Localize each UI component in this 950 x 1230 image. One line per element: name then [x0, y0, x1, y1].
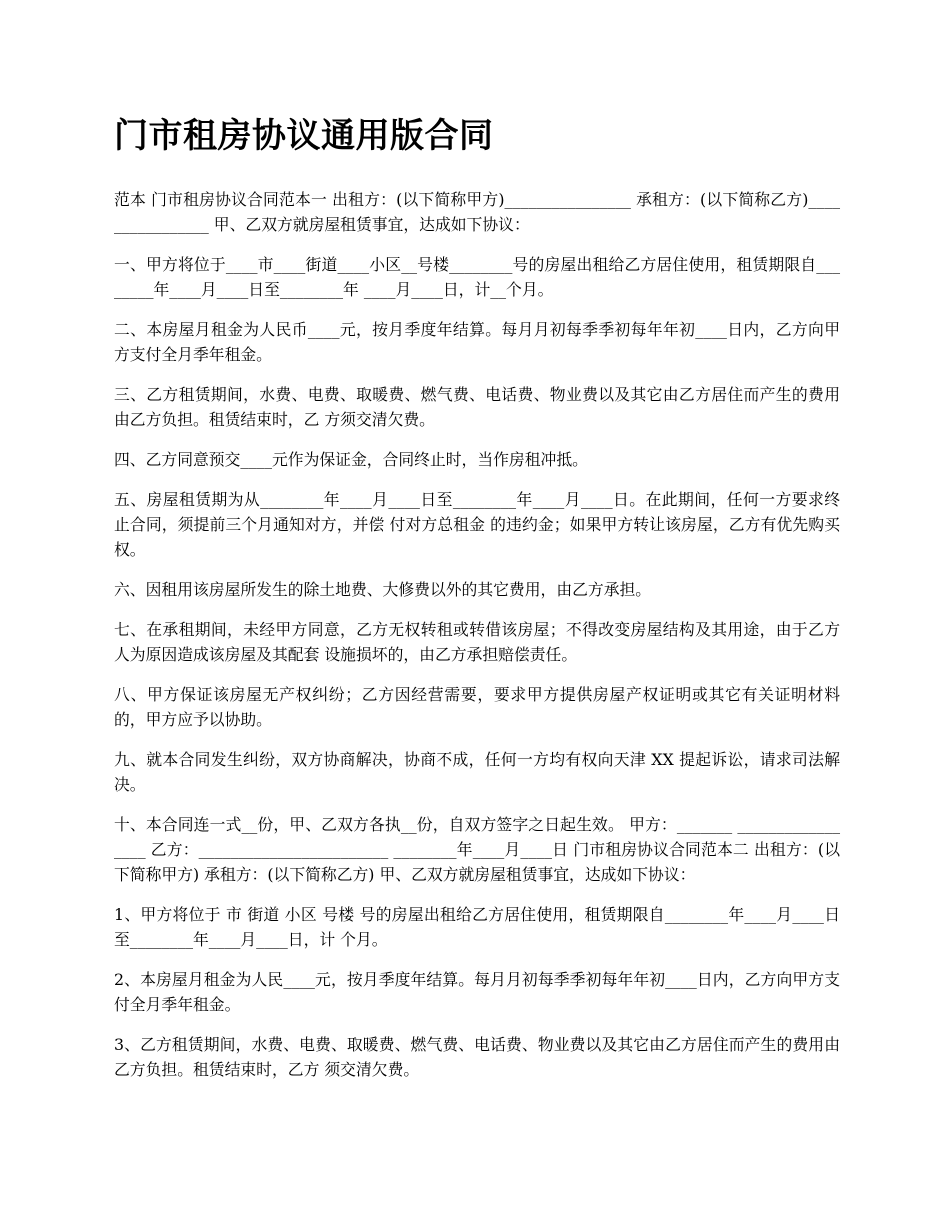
paragraph-clause-3: 三、乙方租赁期间，水费、电费、取暖费、燃气费、电话费、物业费以及其它由乙方居住而产生的费用由乙方负担。租赁结束时，乙 方须交清欠费。	[114, 384, 840, 429]
paragraph-clause-10-and-template-2-intro: 十、本合同连一式__份，甲、乙双方各执__份，自双方签字之日起生效。 甲方：_______ _________________ 乙方：________________________ ________年____月____日 门市租房协议合同范本二 出租方：(以下简称甲方) 承租方：(以下简称乙方) 甲、乙双方就房屋租赁事宜，达成如下协议：	[114, 815, 840, 884]
document-page	[114, 112, 840, 1098]
paragraph-clause-1: 一、甲方将位于____市____街道____小区__号楼________号的房屋出租给乙方居住使用，租赁期限自________年____月____日至________年 ____月____日，计__个月。	[114, 254, 840, 299]
paragraph-clause-4: 四、乙方同意预交____元作为保证金，合同终止时，当作房租冲抵。	[114, 449, 588, 469]
paragraph-clause-9: 九、就本合同发生纠纷，双方协商解决，协商不成，任何一方均有权向天津 XX 提起诉讼，请求司法解决。	[114, 750, 840, 794]
paragraph-clause-2: 二、本房屋月租金为人民币____元，按月季度年结算。每月月初每季季初每年年初____日内，乙方向甲方支付全月季年租金。	[114, 319, 840, 364]
paragraph-template-2-clause-1: 1、甲方将位于 市 街道 小区 号楼 号的房屋出租给乙方居住使用，租赁期限自________年____月____日至________年____月____日，计 个月。	[114, 904, 840, 949]
document-title: 门市租房协议通用版合同	[114, 116, 494, 156]
paragraph-intro: 范本 门市租房协议合同范本一 出租方：(以下简称甲方)________________ 承租方：(以下简称乙方)________________ 甲、乙双方就房屋租赁事宜，达成如下协议：	[114, 190, 840, 234]
paragraph-template-2-clause-3: 3、乙方租赁期间，水费、电费、取暖费、燃气费、电话费、物业费以及其它由乙方居住而产生的费用由乙方负担。租赁结束时，乙方 须交清欠费。	[114, 1034, 840, 1079]
paragraph-template-2-clause-2: 2、本房屋月租金为人民____元，按月季度年结算。每月月初每季季初每年年初____日内，乙方向甲方支付全月季年租金。	[114, 969, 840, 1014]
paragraph-clause-5: 五、房屋租赁期为从________年____月____日至________年____月____日。在此期间，任何一方要求终止合同，须提前三个月通知对方，并偿 付对方总租金 的违约金；如果甲方转让该房屋，乙方有优先购买权。	[114, 490, 840, 559]
paragraph-clause-8: 八、甲方保证该房屋无产权纠纷；乙方因经营需要，要求甲方提供房屋产权证明或其它有关证明材料的，甲方应予以协助。	[114, 685, 840, 729]
paragraph-clause-6: 六、因租用该房屋所发生的除土地费、大修费以外的其它费用，由乙方承担。	[114, 579, 652, 599]
paragraph-clause-7: 七、在承租期间，未经甲方同意，乙方无权转租或转借该房屋；不得改变房屋结构及其用途，由于乙方人为原因造成该房屋及其配套 设施损坏的，由乙方承担赔偿责任。	[114, 620, 840, 664]
